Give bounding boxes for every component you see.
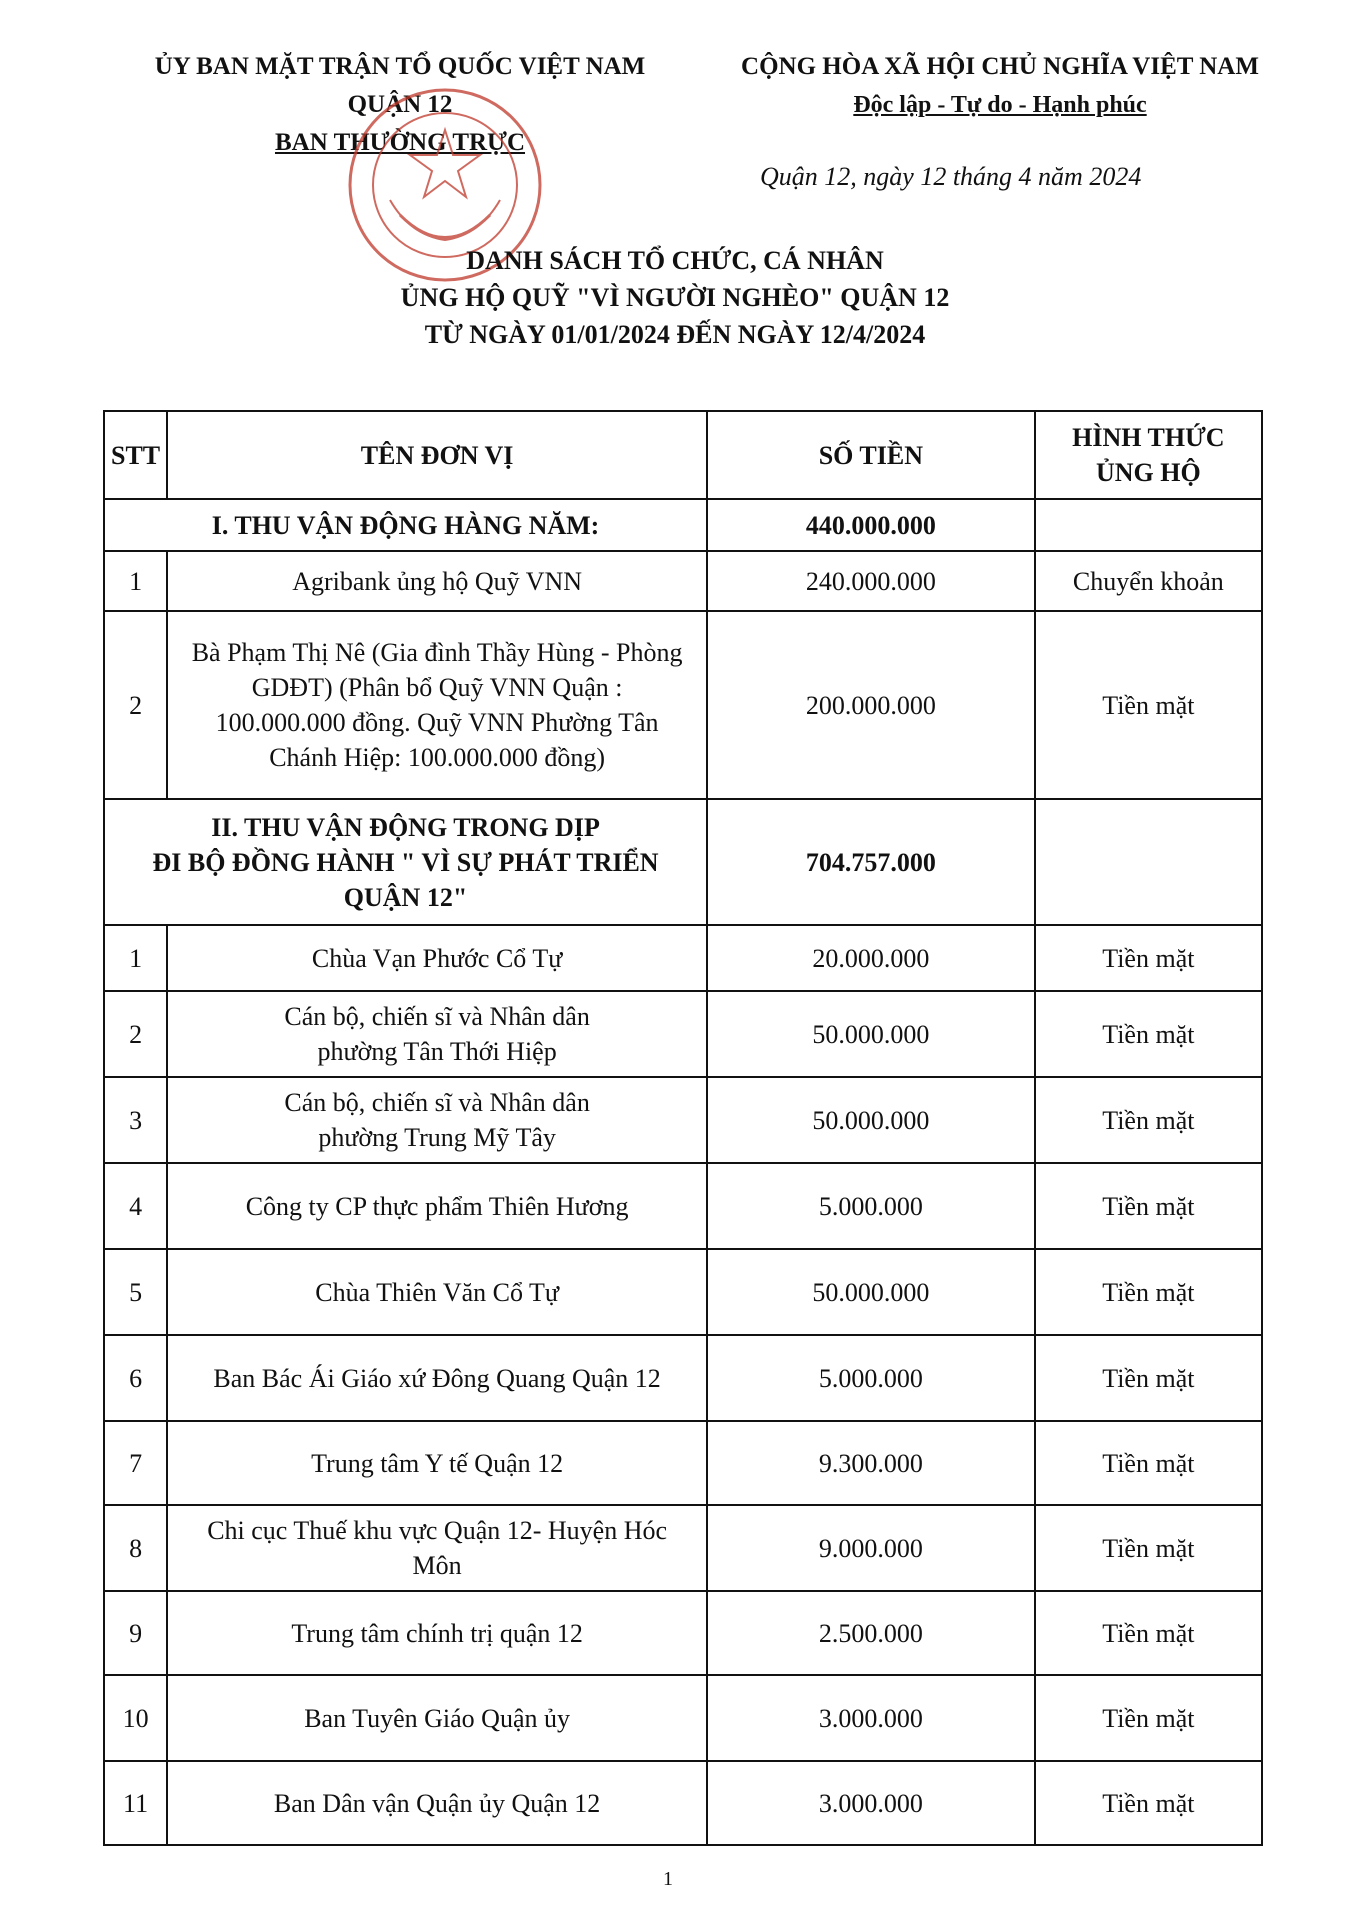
row-stt: 1 [104,925,167,991]
section-2-rows [104,925,1262,1845]
row-method: Tiền mặt [1035,925,1262,991]
section-2-title-line: QUẬN 12" [343,882,468,912]
table-header-row [104,411,1262,499]
row-name-line: Công ty CP thực phẩm Thiên Hương [245,1191,629,1221]
table-row [104,1761,1262,1845]
national-motto-block [700,48,1300,124]
row-name [167,611,707,799]
row-name [167,1163,707,1249]
section-2-title-line: ĐI BỘ ĐỒNG HÀNH " VÌ SỰ PHÁT TRIỂN [152,847,659,877]
row-name-line: Ban Tuyên Giáo Quận ủy [304,1703,570,1733]
section-2-title [104,799,707,925]
row-stt: 5 [104,1249,167,1335]
row-name-line: phường Trung Mỹ Tây [318,1123,556,1152]
row-stt: 2 [104,991,167,1077]
header-stt: STT [104,411,167,499]
row-name-line: Bà Phạm Thị Nê (Gia đình Thầy Hùng - Phòng [191,638,683,667]
page-number: 1 [663,1868,673,1890]
header-method-line-1: HÌNH THỨC [1072,423,1225,452]
row-name: Agribank ủng hộ Quỹ VNN [167,551,707,611]
row-name [167,1077,707,1163]
row-name [167,1249,707,1335]
row-method: Tiền mặt [1035,1077,1262,1163]
header-method-line-2: ỦNG HỘ [1095,458,1201,487]
row-method: Tiền mặt [1035,1761,1262,1845]
row-amount: 50.000.000 [707,991,1035,1077]
table-row [104,1675,1262,1761]
table-row [104,925,1262,991]
row-amount: 240.000.000 [707,551,1035,611]
table-row [104,1591,1262,1675]
issuer-line-2: QUẬN 12 [347,91,453,118]
row-name-line: Trung tâm chính trị quận 12 [291,1618,583,1648]
row-amount: 9.300.000 [707,1421,1035,1505]
row-method: Tiền mặt [1035,1421,1262,1505]
row-name [167,1335,707,1421]
row-name [167,1761,707,1845]
row-name [167,1675,707,1761]
row-stt: 9 [104,1591,167,1675]
header-name: TÊN ĐƠN VỊ [167,411,707,499]
row-method: Tiền mặt [1035,1505,1262,1591]
row-amount: 9.000.000 [707,1505,1035,1591]
row-amount: 50.000.000 [707,1249,1035,1335]
row-stt: 11 [104,1761,167,1845]
section-1-total: 440.000.000 [707,499,1035,551]
row-name-line: Ban Dân vận Quận ủy Quận 12 [273,1788,601,1818]
row-name-line: Trung tâm Y tế Quận 12 [311,1448,564,1478]
table-row [104,1249,1262,1335]
row-name [167,1421,707,1505]
table-row [104,551,1262,611]
table-row [104,1163,1262,1249]
document-title [100,242,1250,353]
header-method [1035,411,1262,499]
table-row [104,611,1262,799]
row-amount: 20.000.000 [707,925,1035,991]
row-name [167,991,707,1077]
title-line-2: ỦNG HỘ QUỸ "VÌ NGƯỜI NGHÈO" QUẬN 12 [400,283,950,312]
row-name-line: phường Tân Thới Hiệp [317,1037,557,1066]
row-method: Tiền mặt [1035,611,1262,799]
section-2-method [1035,799,1262,925]
donation-table [103,410,1263,1846]
section-1-title: I. THU VẬN ĐỘNG HÀNG NĂM: [104,499,707,551]
row-name-line: Chùa Thiên Văn Cổ Tự [315,1277,559,1307]
document-date: Quận 12, ngày 12 tháng 4 năm 2024 [760,162,1142,191]
header-amount: SỐ TIỀN [707,411,1035,499]
row-name-line: Cán bộ, chiến sĩ và Nhân dân [284,1002,590,1031]
row-name [167,925,707,991]
section-1-row [104,499,1262,551]
table-row [104,1335,1262,1421]
row-amount: 3.000.000 [707,1675,1035,1761]
row-name-line: Chùa Vạn Phước Cổ Tự [311,943,563,973]
row-name [167,1505,707,1591]
issuer-line-3: BAN THƯỜNG TRỰC [274,129,526,156]
row-method: Tiền mặt [1035,1675,1262,1761]
issuer-line-1: ỦY BAN MẶT TRẬN TỔ QUỐC VIỆT NAM [154,53,646,80]
row-name-line: Ban Bác Ái Giáo xứ Đông Quang Quận 12 [213,1363,661,1393]
table-row [104,1421,1262,1505]
row-name-line: Chánh Hiệp: 100.000.000 đồng) [269,743,606,772]
row-method: Tiền mặt [1035,991,1262,1077]
section-2-total: 704.757.000 [707,799,1035,925]
row-stt: 3 [104,1077,167,1163]
row-stt: 4 [104,1163,167,1249]
row-method: Tiền mặt [1035,1335,1262,1421]
row-stt: 1 [104,551,167,611]
title-line-1: DANH SÁCH TỔ CHỨC, CÁ NHÂN [466,246,884,275]
row-stt: 2 [104,611,167,799]
row-method: Tiền mặt [1035,1591,1262,1675]
row-name-line: Môn [412,1551,462,1580]
row-amount: 5.000.000 [707,1335,1035,1421]
row-amount: 2.500.000 [707,1591,1035,1675]
row-stt: 8 [104,1505,167,1591]
table-row [104,991,1262,1077]
country-name: CỘNG HÒA XÃ HỘI CHỦ NGHĨA VIỆT NAM [741,53,1259,80]
row-stt: 7 [104,1421,167,1505]
section-1-method [1035,499,1262,551]
row-amount: 50.000.000 [707,1077,1035,1163]
row-stt: 10 [104,1675,167,1761]
row-amount: 3.000.000 [707,1761,1035,1845]
section-2-row [104,799,1262,925]
row-amount: 200.000.000 [707,611,1035,799]
national-motto: Độc lập - Tự do - Hạnh phúc [853,92,1147,118]
title-line-3: TỪ NGÀY 01/01/2024 ĐẾN NGÀY 12/4/2024 [424,320,926,349]
row-method: Tiền mặt [1035,1249,1262,1335]
row-method: Tiền mặt [1035,1163,1262,1249]
row-name [167,1591,707,1675]
row-name-line: 100.000.000 đồng. Quỹ VNN Phường Tân [215,708,659,737]
row-name-line: GDĐT) (Phân bổ Quỹ VNN Quận : [251,673,623,702]
table-row [104,1077,1262,1163]
table-row [104,1505,1262,1591]
row-name-line: Cán bộ, chiến sĩ và Nhân dân [284,1088,590,1117]
row-stt: 6 [104,1335,167,1421]
row-name-line: Chi cục Thuế khu vực Quận 12- Huyện Hóc [207,1516,668,1545]
row-method: Chuyển khoản [1035,551,1262,611]
section-2-title-line: II. THU VẬN ĐỘNG TRONG DỊP [211,812,600,842]
row-amount: 5.000.000 [707,1163,1035,1249]
